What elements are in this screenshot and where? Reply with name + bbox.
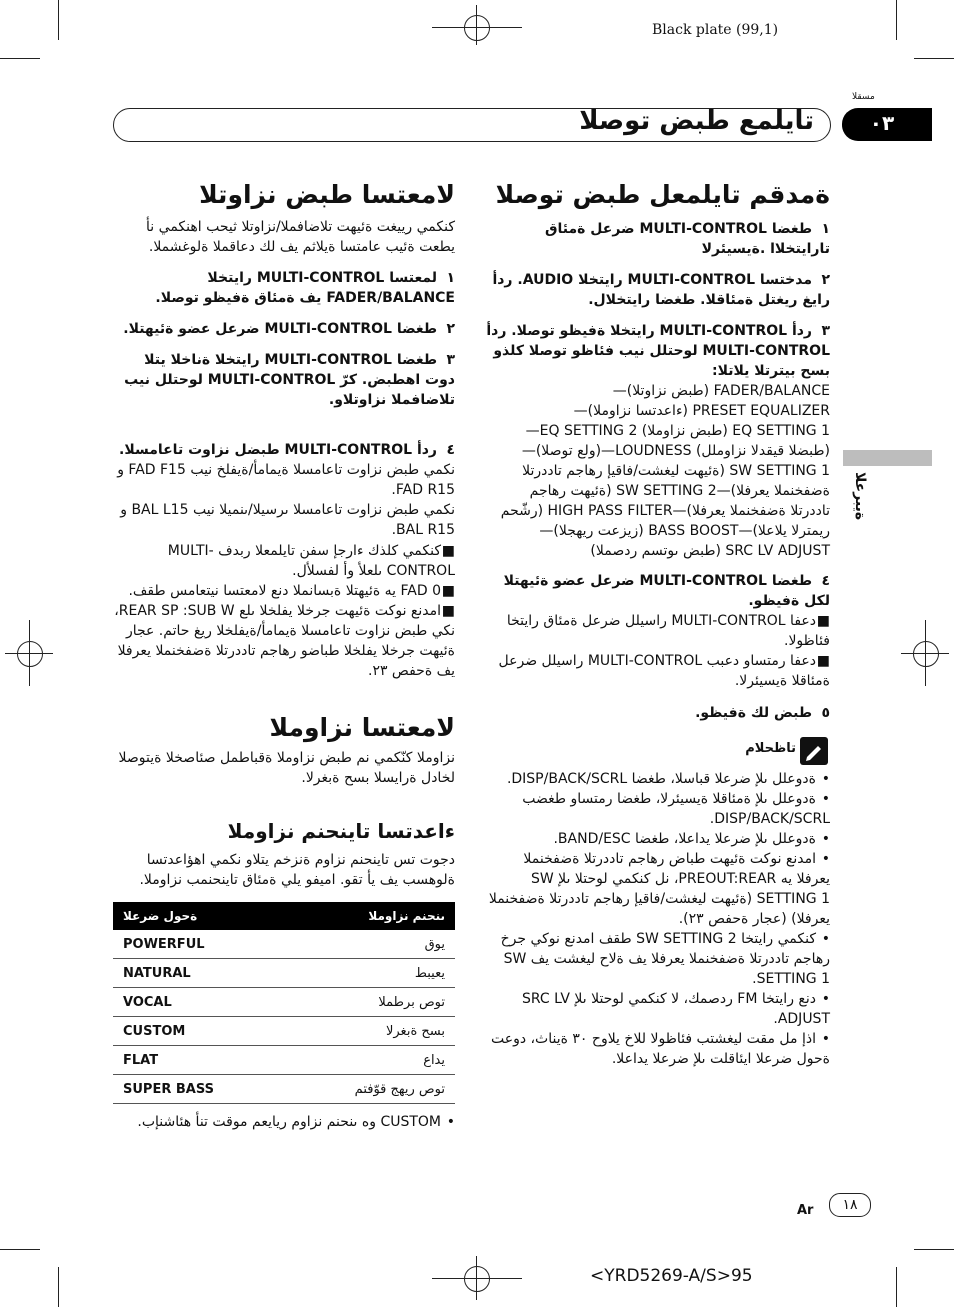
step-number: ٣ (821, 323, 830, 339)
table-row: NATURAL يعيبط (113, 959, 455, 988)
section-heading: لامعتسا طبض نزاوتلا (199, 180, 455, 209)
function-line: EQ SETTING 1 (طبض نزاوملا) EQ SETTING 2— (525, 423, 830, 439)
step-number: ٢ (446, 321, 455, 337)
crop-mark (0, 58, 40, 59)
registration-mark (913, 641, 939, 667)
notes-label: تاظحلام (745, 741, 796, 756)
registration-mark (464, 15, 490, 41)
table-header (113, 902, 455, 930)
language-label: Ar (797, 1203, 814, 1218)
step-4-detail: نكمي طبض نزاوت تاعامسلا ىرسيلا/ىنميلا نيب BAL L15 و BAL R15. (120, 502, 455, 538)
function-line: SRC LV ADJUST (طبض ىوتسم ردصملا) (590, 543, 830, 559)
step-number: ١ (821, 221, 830, 237)
crop-mark (914, 58, 954, 59)
step-number: ٢ (821, 272, 830, 288)
note-item: •ةدوعلل ىلإ ضرعلا يداعلا، طغضا BAND/ESC. (553, 831, 830, 847)
function-line: ةضفخنملا يعرفلا)—SW SETTING 2 (ةئيهت رهاجم (529, 483, 830, 499)
step-number: ٤ (821, 573, 830, 589)
step-number: ٤ (446, 442, 455, 458)
step-number: ١ (446, 270, 455, 286)
step-text: ردأ MULTI-CONTROL طبضل نزاوت تاعامسلا. (119, 442, 437, 458)
section-heading: لامعتسا نزاوملا (269, 713, 455, 742)
step-text: لمعتسا MULTI-CONTROL رايتخلا FADER/BALANCE يف ةمئاق ةفيظو توصلا. (155, 270, 455, 306)
function-line: PRESET EQUALIZER (ءاعدتسا نزاوملا)— (573, 403, 830, 419)
function-list (486, 381, 830, 561)
step-2 (486, 270, 830, 310)
notes-list (486, 769, 830, 1069)
step-number: ٥ (821, 705, 830, 721)
note-item: •ةدوعلل ىلإ ةمئاقلا ةيسيئرلا، طغضا رمتساو طغضب DISP/BACK/SCRL. (522, 791, 830, 827)
step-text: طبض لك ةفيظو. (695, 705, 812, 721)
custom-note: •CUSTOM وه ىنحنم نزاوم ريايعم موقت تنأ هئاشنإب. (137, 1114, 455, 1130)
eq-intro: نزاوملا كنّكمي نم طبض نزاوملا ةقباطمل صئاصخلا ةيتوصلا لخادل ةرايسلا بسح ةبغرلا. (118, 750, 455, 786)
recall-intro: دجوت تس تاينحنم نزاوم ةنزخم يتلاو نكمي اهؤاعدتسا ةلوهسب يف يأ تقو. اميفو يلي ةمئاق تاينحنمب نزاوملا. (139, 852, 455, 888)
step-3 (112, 350, 455, 410)
bullet-square-icon: ■ (816, 613, 830, 629)
step-4 (486, 571, 830, 611)
note-item: •ةدوعلل ىلإ ضرعلا قباسلا، طغضا DISP/BACK/SCRL. (506, 771, 830, 787)
note-pencil-icon (800, 737, 828, 765)
step-text: مدختسا MULTI-CONTROL رايتخلا AUDIO. ردأ رايغ ريغتل ةمئاقلا. طغضا رايتخلال. (492, 272, 830, 308)
note-item: •امدنع نوكت ةئيهت طباض رهاجم تاددرتلا ةضفخنملا يعرفلا يه PREOUT:REAR، نل كنكمي لوحتلا ىلإ SW SETTING 1 (ةئيهت ليغشت/فاقيإ رهاجم تاددرتلا ةضفخنملا يعرفلا) (عجار ةحفص ٢٣). (488, 851, 830, 927)
crop-mark (0, 1249, 40, 1250)
table-row: POWERFUL يوق (113, 930, 455, 959)
table-header-curve: ىنحنم نزاوملا (368, 909, 445, 923)
crop-mark (914, 1249, 954, 1250)
registration-mark (432, 27, 522, 28)
step-text: طغضا MULTI-CONTROL رايتخلا ةناخلا يتلا دوت اهطبض. كرّ MULTI-CONTROL لوحتلل نيب تلاضافملا نزاوتلاو. (124, 352, 455, 408)
chapter-number: ٠٣ (869, 111, 895, 135)
bullet-square-icon: ■ (441, 583, 455, 599)
step-4-bullet: ■دعفا MULTI-CONTROL راسيلل ضرعل ةمئاق رايتخا فئاظولا. (506, 613, 830, 649)
crop-mark (896, 1267, 897, 1307)
step-5 (486, 703, 830, 723)
registration-mark (29, 620, 30, 686)
registration-mark (464, 1266, 490, 1292)
function-line: SW SETTING 1 (ةئيهت ليغشت/فاقيإ رهاجم تاددرتلا (522, 463, 830, 479)
crop-mark (58, 1267, 59, 1307)
bullet-item: ■امدنع نوكت ةئيهت جرخلا يفلخلا ىلع REAR SP :SUB W، نكي طبض نزاوت تاعامسلا ةيمامأ/ةيفلخلا ريغ حاتم. عجار ةئيهت جرخلا يفلخلا طباضو رهاجم تاددرتلا ةضفخنملا يعرفلا يف ةحفص ٢٣. (114, 603, 455, 679)
table-row: CUSTOM بسح ةبغرلا (113, 1017, 455, 1046)
step-1 (486, 219, 830, 259)
bullet-list (112, 541, 455, 681)
registration-mark (476, 1256, 477, 1300)
note-item: •اذإ مل مقت ليغشتب فئاظولا للاخ يلاوح ٣٠ ةيناث، دوعت ةحول ضرعلا ايئاقلت ىلإ ضرعلا يداعلا. (490, 1031, 830, 1067)
bullet-square-icon: ■ (441, 603, 455, 619)
function-line: (طبضلا قيقدلا نزاوملل) LOUDNESS—(ولع توصلا)— (521, 443, 830, 459)
subsection-heading: ءاعدتسا تاينحنم نزاوملا (227, 819, 455, 843)
table-row: FLAT يداع (113, 1046, 455, 1075)
bullet-square-icon: ■ (441, 543, 455, 559)
section-label: مسقلا (852, 92, 875, 102)
bullet-item: ■كنكمي كلذك ءارجإ سفن تايلمعلا ربدف MULTI-CONTROL ىلعلأ وأ لفسلأل. (167, 543, 455, 579)
function-line: ريمترلا يلاعلا)—BASS BOOST (زيزعت ريهجلا)— (539, 523, 830, 539)
intro-paragraph: كنكمي رييغت ةئيهت تلاضافملا/نزاوتلا ثيحب اهنكمي نأ يطعت ةئيب عامتسا ةيلاثم يف لك دعاقملا ةلوغشملا. (146, 219, 455, 255)
table-header-display: ةحول ضرعلا (123, 909, 198, 923)
bullet-item: ■FAD 0 يه ةئيهتلا ةبسانملا دنع لامعتسا نيتعامس طقف. (128, 583, 455, 599)
step-4-detail: نكمي طبض نزاوت تاعامسلا ةيمامأ/ةيفلخ نيب FAD F15 و FAD R15. (117, 462, 455, 498)
step-4-bullet: ■دعفا رمتساو دعبب MULTI-CONTROL راسيلل ضرعل ةمئاقلا ةيسيئرلا. (498, 653, 830, 689)
bullet-square-icon: ■ (816, 653, 830, 669)
step-4 (112, 440, 455, 460)
chapter-title: تايلمع طبض توصلا (579, 106, 814, 136)
side-tab-bar (843, 450, 932, 466)
page-number: ١٨ (829, 1193, 871, 1217)
eq-curve-table (113, 902, 455, 1104)
crop-mark (896, 0, 897, 40)
step-2 (112, 319, 455, 339)
function-line: FADER/BALANCE (طبض نزاوتلا)— (612, 383, 830, 399)
table-row: VOCAL توص برطملا (113, 988, 455, 1017)
crop-mark (58, 0, 59, 40)
registration-mark (925, 620, 926, 686)
step-1 (112, 268, 455, 308)
step-text: طغضا MULTI-CONTROL ضرعل عضو ةئيهتلا لكل ةفيظو. (503, 573, 830, 609)
step-3 (486, 321, 830, 381)
registration-mark (432, 1278, 522, 1279)
step-text: طغضا MULTI-CONTROL ضرعل ةمئاق تارايتخلاا .ةيسيئرلا (544, 221, 830, 257)
side-tab-label: ةيبرعلا (852, 472, 868, 521)
section-heading: ةمدقم تايلمعل طبض توصلا (495, 180, 830, 209)
registration-mark (17, 641, 43, 667)
plate-label: Black plate (99,1) (652, 22, 779, 38)
registration-mark (476, 5, 477, 45)
note-item: •دنع رايتخا FM ردصمك، لا كنكمي لوحتلا ىلإ SRC LV ADJUST. (521, 991, 830, 1027)
note-item: •كنكمي رايتخا SW SETTING 2 طقف امدنع نوكي جرخ رهاجم تاددرتلا ةضفخنملا يعرفلا يف ةلاح ليغشت يف SW SETTING 1. (500, 931, 830, 987)
table-row: SUPER BASS توص ريهج قوّفتم (113, 1075, 455, 1104)
step-text: ردأ MULTI-CONTROL رايتخلا ةفيظو توصلا. ردأ MULTI-CONTROL لوحتلل نيب فئاظو توصلا كلذو بسح بيترتلا يلاتلا: (486, 323, 830, 379)
step-number: ٣ (446, 352, 455, 368)
print-code: <YRD5269-A/S>95 (590, 1266, 753, 1286)
step-text: طغضا MULTI-CONTROL ضرعل عضو ةئيهتلا. (123, 321, 437, 337)
function-line: تاددرتلا ةضفخنملا يعرفلا)—HIGH PASS FILTER (رشّحم (500, 503, 830, 519)
